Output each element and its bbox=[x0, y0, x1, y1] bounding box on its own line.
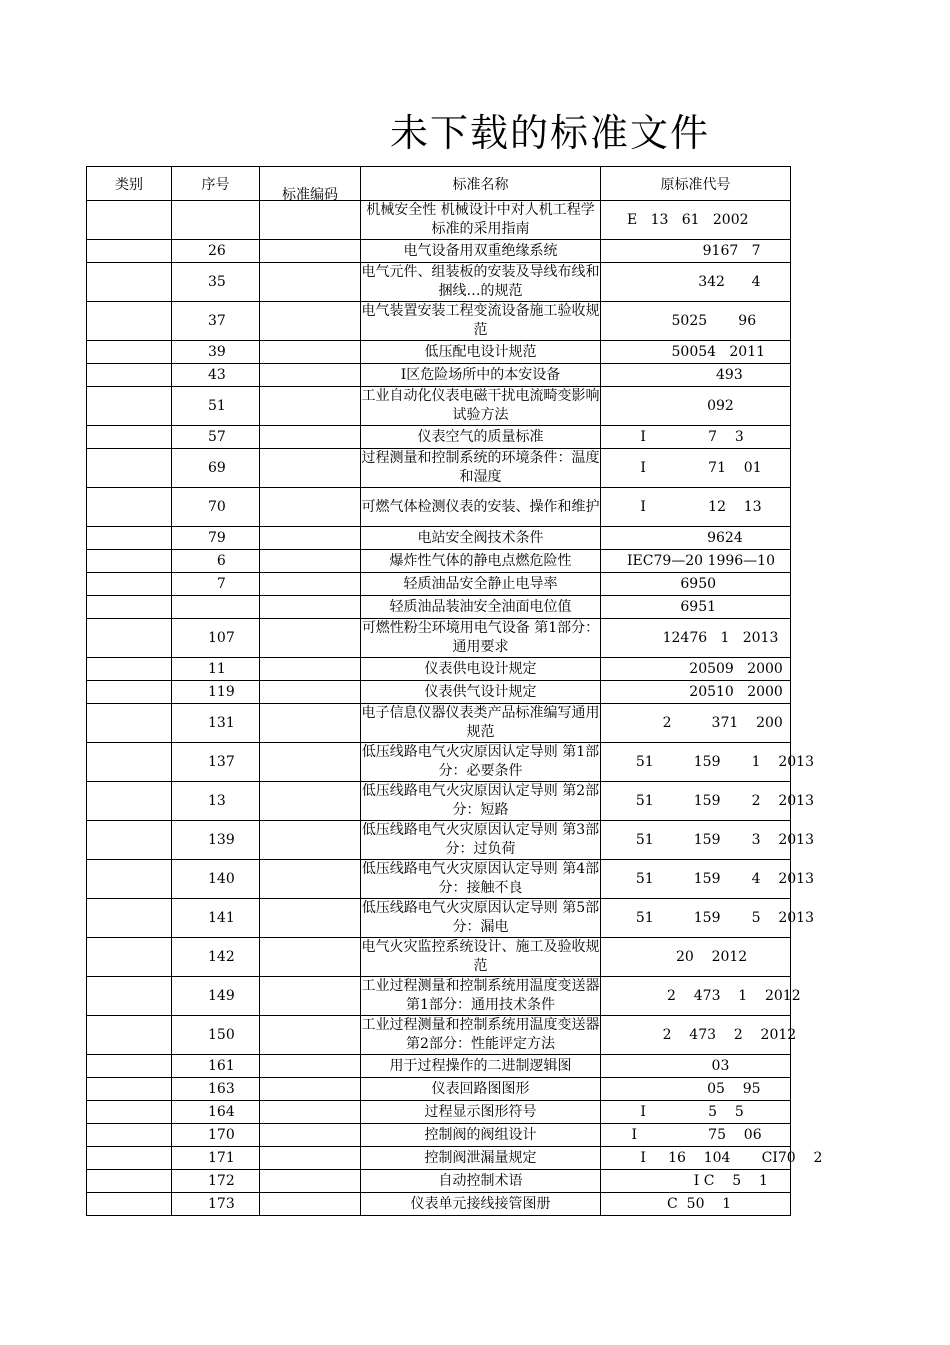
cell-category bbox=[87, 1016, 172, 1055]
cell-name: 低压线路电气火灾原因认定导则 第5部分：漏电 bbox=[361, 899, 601, 938]
header-original: 原标准代号 bbox=[601, 167, 791, 201]
cell-code bbox=[260, 704, 361, 743]
table-row bbox=[87, 550, 791, 573]
original-code-text: 51 159 1 2013 bbox=[627, 754, 814, 770]
cell-code bbox=[260, 240, 361, 263]
table-row bbox=[87, 1016, 791, 1055]
cell-category bbox=[87, 782, 172, 821]
header-seq: 序号 bbox=[172, 167, 260, 201]
cell-seq bbox=[172, 596, 260, 619]
cell-seq: 139 bbox=[172, 821, 260, 860]
cell-code bbox=[260, 938, 361, 977]
cell-original bbox=[601, 619, 791, 658]
original-code-text: I C 5 1 bbox=[627, 1173, 768, 1189]
cell-seq: 35 bbox=[172, 263, 260, 302]
cell-seq: 149 bbox=[172, 977, 260, 1016]
table-row bbox=[87, 899, 791, 938]
cell-original bbox=[601, 596, 791, 619]
original-code-text: 2 371 200 bbox=[627, 715, 783, 731]
header-name: 标准名称 bbox=[361, 167, 601, 201]
cell-seq: 11 bbox=[172, 658, 260, 681]
cell-seq: 43 bbox=[172, 364, 260, 387]
original-code-text: 03 bbox=[627, 1058, 730, 1074]
table-row bbox=[87, 1193, 791, 1216]
cell-original bbox=[601, 1078, 791, 1101]
cell-name: 仪表单元接线接管图册 bbox=[361, 1193, 601, 1216]
cell-category bbox=[87, 488, 172, 527]
cell-code bbox=[260, 977, 361, 1016]
cell-category bbox=[87, 681, 172, 704]
cell-category bbox=[87, 387, 172, 426]
cell-seq: 70 bbox=[172, 488, 260, 527]
cell-seq: 51 bbox=[172, 387, 260, 426]
cell-code bbox=[260, 743, 361, 782]
cell-code bbox=[260, 681, 361, 704]
cell-name: 低压线路电气火灾原因认定导则 第2部分：短路 bbox=[361, 782, 601, 821]
original-code-text: 12476 1 2013 bbox=[627, 630, 779, 646]
table-row bbox=[87, 573, 791, 596]
cell-category bbox=[87, 821, 172, 860]
table-header-row bbox=[87, 167, 791, 201]
cell-code bbox=[260, 550, 361, 573]
header-category: 类别 bbox=[87, 167, 172, 201]
cell-name: 自动控制术语 bbox=[361, 1170, 601, 1193]
cell-name: 可燃性粉尘环境用电气设备 第1部分：通用要求 bbox=[361, 619, 601, 658]
cell-category bbox=[87, 426, 172, 449]
cell-category bbox=[87, 1147, 172, 1170]
cell-code bbox=[260, 449, 361, 488]
cell-code bbox=[260, 387, 361, 426]
cell-name: 过程显示图形符号 bbox=[361, 1101, 601, 1124]
original-code-text: 51 159 4 2013 bbox=[627, 871, 814, 887]
table-row bbox=[87, 743, 791, 782]
header-code bbox=[260, 167, 361, 201]
original-code-text: 5025 96 bbox=[627, 313, 757, 329]
original-code-text: 092 bbox=[627, 398, 734, 414]
cell-code bbox=[260, 341, 361, 364]
original-code-text: 51 159 5 2013 bbox=[627, 910, 814, 926]
cell-code bbox=[260, 1016, 361, 1055]
original-code-text: 20510 2000 bbox=[627, 684, 783, 700]
cell-original bbox=[601, 341, 791, 364]
cell-original bbox=[601, 387, 791, 426]
table-row bbox=[87, 364, 791, 387]
cell-original bbox=[601, 302, 791, 341]
cell-name: 电气设备用双重绝缘系统 bbox=[361, 240, 601, 263]
cell-code bbox=[260, 573, 361, 596]
cell-seq: 172 bbox=[172, 1170, 260, 1193]
original-code-text: 2 473 1 2012 bbox=[627, 988, 801, 1004]
table-row bbox=[87, 1055, 791, 1078]
original-code-text: I 5 5 bbox=[627, 1104, 744, 1120]
cell-name: 低压线路电气火灾原因认定导则 第4部分：接触不良 bbox=[361, 860, 601, 899]
cell-seq: 173 bbox=[172, 1193, 260, 1216]
cell-seq: 7 bbox=[172, 573, 260, 596]
cell-category bbox=[87, 1055, 172, 1078]
table-row bbox=[87, 302, 791, 341]
original-code-text: 51 159 2 2013 bbox=[627, 793, 814, 809]
cell-seq: 79 bbox=[172, 527, 260, 550]
cell-original bbox=[601, 743, 814, 782]
cell-name: 仪表供气设计规定 bbox=[361, 681, 601, 704]
cell-category bbox=[87, 743, 172, 782]
cell-category bbox=[87, 596, 172, 619]
original-code-text: 20509 2000 bbox=[627, 661, 783, 677]
table-row bbox=[87, 449, 791, 488]
cell-original bbox=[601, 681, 791, 704]
cell-category bbox=[87, 449, 172, 488]
cell-category bbox=[87, 240, 172, 263]
cell-code bbox=[260, 1078, 361, 1101]
cell-name: 轻质油品装油安全油面电位值 bbox=[361, 596, 601, 619]
cell-category bbox=[87, 977, 172, 1016]
cell-original bbox=[601, 573, 791, 596]
cell-seq: 26 bbox=[172, 240, 260, 263]
cell-seq: 171 bbox=[172, 1147, 260, 1170]
cell-seq: 140 bbox=[172, 860, 260, 899]
cell-category bbox=[87, 1078, 172, 1101]
cell-code bbox=[260, 782, 361, 821]
table-row bbox=[87, 782, 791, 821]
cell-name: I区危险场所中的本安设备 bbox=[361, 364, 601, 387]
cell-seq: 163 bbox=[172, 1078, 260, 1101]
cell-original bbox=[601, 821, 814, 860]
cell-seq: 150 bbox=[172, 1016, 260, 1055]
table-row bbox=[87, 1124, 791, 1147]
cell-category bbox=[87, 550, 172, 573]
original-code-text: IEC79—20 1996—10 bbox=[627, 553, 775, 569]
cell-seq: 37 bbox=[172, 302, 260, 341]
original-code-text: 2 473 2 2012 bbox=[627, 1027, 797, 1043]
cell-code bbox=[260, 527, 361, 550]
cell-original bbox=[601, 1193, 791, 1216]
cell-category bbox=[87, 899, 172, 938]
cell-category bbox=[87, 1124, 172, 1147]
cell-original bbox=[601, 1016, 797, 1055]
cell-original bbox=[601, 1170, 791, 1193]
original-code-text: E 13 61 2002 bbox=[627, 212, 749, 228]
table-row bbox=[87, 1078, 791, 1101]
cell-original bbox=[601, 658, 791, 681]
cell-name: 电气装置安装工程变流设备施工验收规范 bbox=[361, 302, 601, 341]
original-code-text: I 7 3 bbox=[627, 429, 744, 445]
cell-original bbox=[601, 704, 791, 743]
cell-name: 控制阀泄漏量规定 bbox=[361, 1147, 601, 1170]
cell-name: 爆炸性气体的静电点燃危险性 bbox=[361, 550, 601, 573]
cell-original bbox=[601, 263, 791, 302]
cell-category bbox=[87, 201, 172, 240]
table-row bbox=[87, 240, 791, 263]
cell-original bbox=[601, 550, 791, 573]
cell-original bbox=[601, 201, 791, 240]
table-row bbox=[87, 619, 791, 658]
cell-seq: 170 bbox=[172, 1124, 260, 1147]
table-row bbox=[87, 341, 791, 364]
cell-original bbox=[601, 1055, 791, 1078]
original-code-text: 50054 2011 bbox=[627, 344, 766, 360]
cell-code bbox=[260, 1147, 361, 1170]
cell-code bbox=[260, 658, 361, 681]
cell-category bbox=[87, 263, 172, 302]
cell-name: 仪表空气的质量标准 bbox=[361, 426, 601, 449]
table-row bbox=[87, 821, 791, 860]
cell-name: 轻质油品安全静止电导率 bbox=[361, 573, 601, 596]
table-row bbox=[87, 201, 791, 240]
cell-seq: 6 bbox=[172, 550, 260, 573]
cell-name: 机械安全性 机械设计中对人机工程学标准的采用指南 bbox=[361, 201, 601, 240]
cell-name: 仪表供电设计规定 bbox=[361, 658, 601, 681]
original-code-text: C 50 1 bbox=[627, 1196, 732, 1212]
cell-original bbox=[601, 977, 801, 1016]
cell-original bbox=[601, 527, 791, 550]
table-row bbox=[87, 658, 791, 681]
cell-seq: 161 bbox=[172, 1055, 260, 1078]
table-row bbox=[87, 977, 791, 1016]
cell-seq bbox=[172, 201, 260, 240]
cell-name: 低压线路电气火灾原因认定导则 第1部分：必要条件 bbox=[361, 743, 601, 782]
standards-table bbox=[86, 166, 823, 1216]
page-title: 未下载的标准文件 bbox=[389, 111, 710, 155]
cell-name: 低压线路电气火灾原因认定导则 第3部分：过负荷 bbox=[361, 821, 601, 860]
table-row bbox=[87, 681, 791, 704]
original-code-text: 20 2012 bbox=[627, 949, 748, 965]
cell-category bbox=[87, 302, 172, 341]
table-row bbox=[87, 387, 791, 426]
table-row bbox=[87, 1147, 791, 1170]
cell-code bbox=[260, 1193, 361, 1216]
cell-original bbox=[601, 782, 814, 821]
cell-seq: 107 bbox=[172, 619, 260, 658]
cell-name: 工业过程测量和控制系统用温度变送器 第1部分：通用技术条件 bbox=[361, 977, 601, 1016]
cell-original bbox=[601, 860, 814, 899]
cell-original bbox=[601, 240, 791, 263]
original-code-text: 493 bbox=[627, 367, 743, 383]
cell-name: 仪表回路图图形 bbox=[361, 1078, 601, 1101]
original-code-text: I 71 01 bbox=[627, 460, 762, 476]
table-row bbox=[87, 938, 791, 977]
cell-seq: 13 bbox=[172, 782, 260, 821]
cell-original bbox=[601, 1147, 823, 1170]
cell-name: 低压配电设计规范 bbox=[361, 341, 601, 364]
table-row bbox=[87, 1101, 791, 1124]
original-code-text: 342 4 bbox=[627, 274, 761, 290]
cell-name: 电气元件、组装板的安装及导线布线和捆线…的规范 bbox=[361, 263, 601, 302]
table-row bbox=[87, 527, 791, 550]
cell-category bbox=[87, 527, 172, 550]
cell-category bbox=[87, 704, 172, 743]
cell-original bbox=[601, 364, 791, 387]
cell-category bbox=[87, 573, 172, 596]
cell-code bbox=[260, 619, 361, 658]
cell-category bbox=[87, 860, 172, 899]
cell-name: 控制阀的阀组设计 bbox=[361, 1124, 601, 1147]
cell-seq: 137 bbox=[172, 743, 260, 782]
original-code-text: 05 95 bbox=[627, 1081, 761, 1097]
cell-code bbox=[260, 899, 361, 938]
cell-seq: 57 bbox=[172, 426, 260, 449]
original-code-text: I 12 13 bbox=[627, 499, 762, 515]
table-row bbox=[87, 596, 791, 619]
table-row bbox=[87, 704, 791, 743]
cell-code bbox=[260, 860, 361, 899]
cell-code bbox=[260, 488, 361, 527]
cell-seq: 119 bbox=[172, 681, 260, 704]
cell-seq: 142 bbox=[172, 938, 260, 977]
original-code-text: 51 159 3 2013 bbox=[627, 832, 814, 848]
cell-category bbox=[87, 938, 172, 977]
cell-name: 电子信息仪器仪表类产品标准编写通用规范 bbox=[361, 704, 601, 743]
cell-code bbox=[260, 426, 361, 449]
original-code-text: 6951 bbox=[627, 599, 717, 615]
table-row bbox=[87, 860, 791, 899]
cell-code bbox=[260, 263, 361, 302]
header-code-label: 标准编码 bbox=[282, 187, 338, 203]
cell-category bbox=[87, 341, 172, 364]
cell-seq: 69 bbox=[172, 449, 260, 488]
cell-original bbox=[601, 426, 791, 449]
cell-seq: 164 bbox=[172, 1101, 260, 1124]
cell-seq: 39 bbox=[172, 341, 260, 364]
original-code-text: 6950 bbox=[627, 576, 717, 592]
cell-name: 工业自动化仪表电磁干扰电流畸变影响试验方法 bbox=[361, 387, 601, 426]
cell-code bbox=[260, 821, 361, 860]
table-row bbox=[87, 488, 791, 527]
table-row bbox=[87, 426, 791, 449]
original-code-text: I 75 06 bbox=[627, 1127, 762, 1143]
table-row bbox=[87, 263, 791, 302]
cell-category bbox=[87, 364, 172, 387]
cell-name: 工业过程测量和控制系统用温度变送器 第2部分：性能评定方法 bbox=[361, 1016, 601, 1055]
cell-name: 用于过程操作的二进制逻辑图 bbox=[361, 1055, 601, 1078]
cell-code bbox=[260, 1170, 361, 1193]
cell-seq: 141 bbox=[172, 899, 260, 938]
cell-name: 电气火灾监控系统设计、施工及验收规范 bbox=[361, 938, 601, 977]
original-code-text: 9167 7 bbox=[627, 243, 761, 259]
cell-category bbox=[87, 619, 172, 658]
cell-category bbox=[87, 1101, 172, 1124]
cell-category bbox=[87, 1170, 172, 1193]
cell-code bbox=[260, 201, 361, 240]
original-code-text: 9624 bbox=[627, 530, 743, 546]
cell-name: 可燃气体检测仪表的安装、操作和维护 bbox=[361, 488, 601, 527]
cell-code bbox=[260, 1124, 361, 1147]
cell-original bbox=[601, 899, 814, 938]
cell-original bbox=[601, 1124, 791, 1147]
original-code-text: I 16 104 CI70 2 bbox=[627, 1150, 823, 1166]
cell-code bbox=[260, 596, 361, 619]
table-row bbox=[87, 1170, 791, 1193]
cell-name: 过程测量和控制系统的环境条件：温度和湿度 bbox=[361, 449, 601, 488]
cell-code bbox=[260, 1101, 361, 1124]
cell-name: 电站安全阀技术条件 bbox=[361, 527, 601, 550]
cell-code bbox=[260, 1055, 361, 1078]
cell-original bbox=[601, 488, 791, 527]
cell-code bbox=[260, 364, 361, 387]
cell-seq: 131 bbox=[172, 704, 260, 743]
cell-original bbox=[601, 1101, 791, 1124]
cell-category bbox=[87, 1193, 172, 1216]
cell-original bbox=[601, 449, 791, 488]
cell-original bbox=[601, 938, 791, 977]
cell-code bbox=[260, 302, 361, 341]
cell-category bbox=[87, 658, 172, 681]
